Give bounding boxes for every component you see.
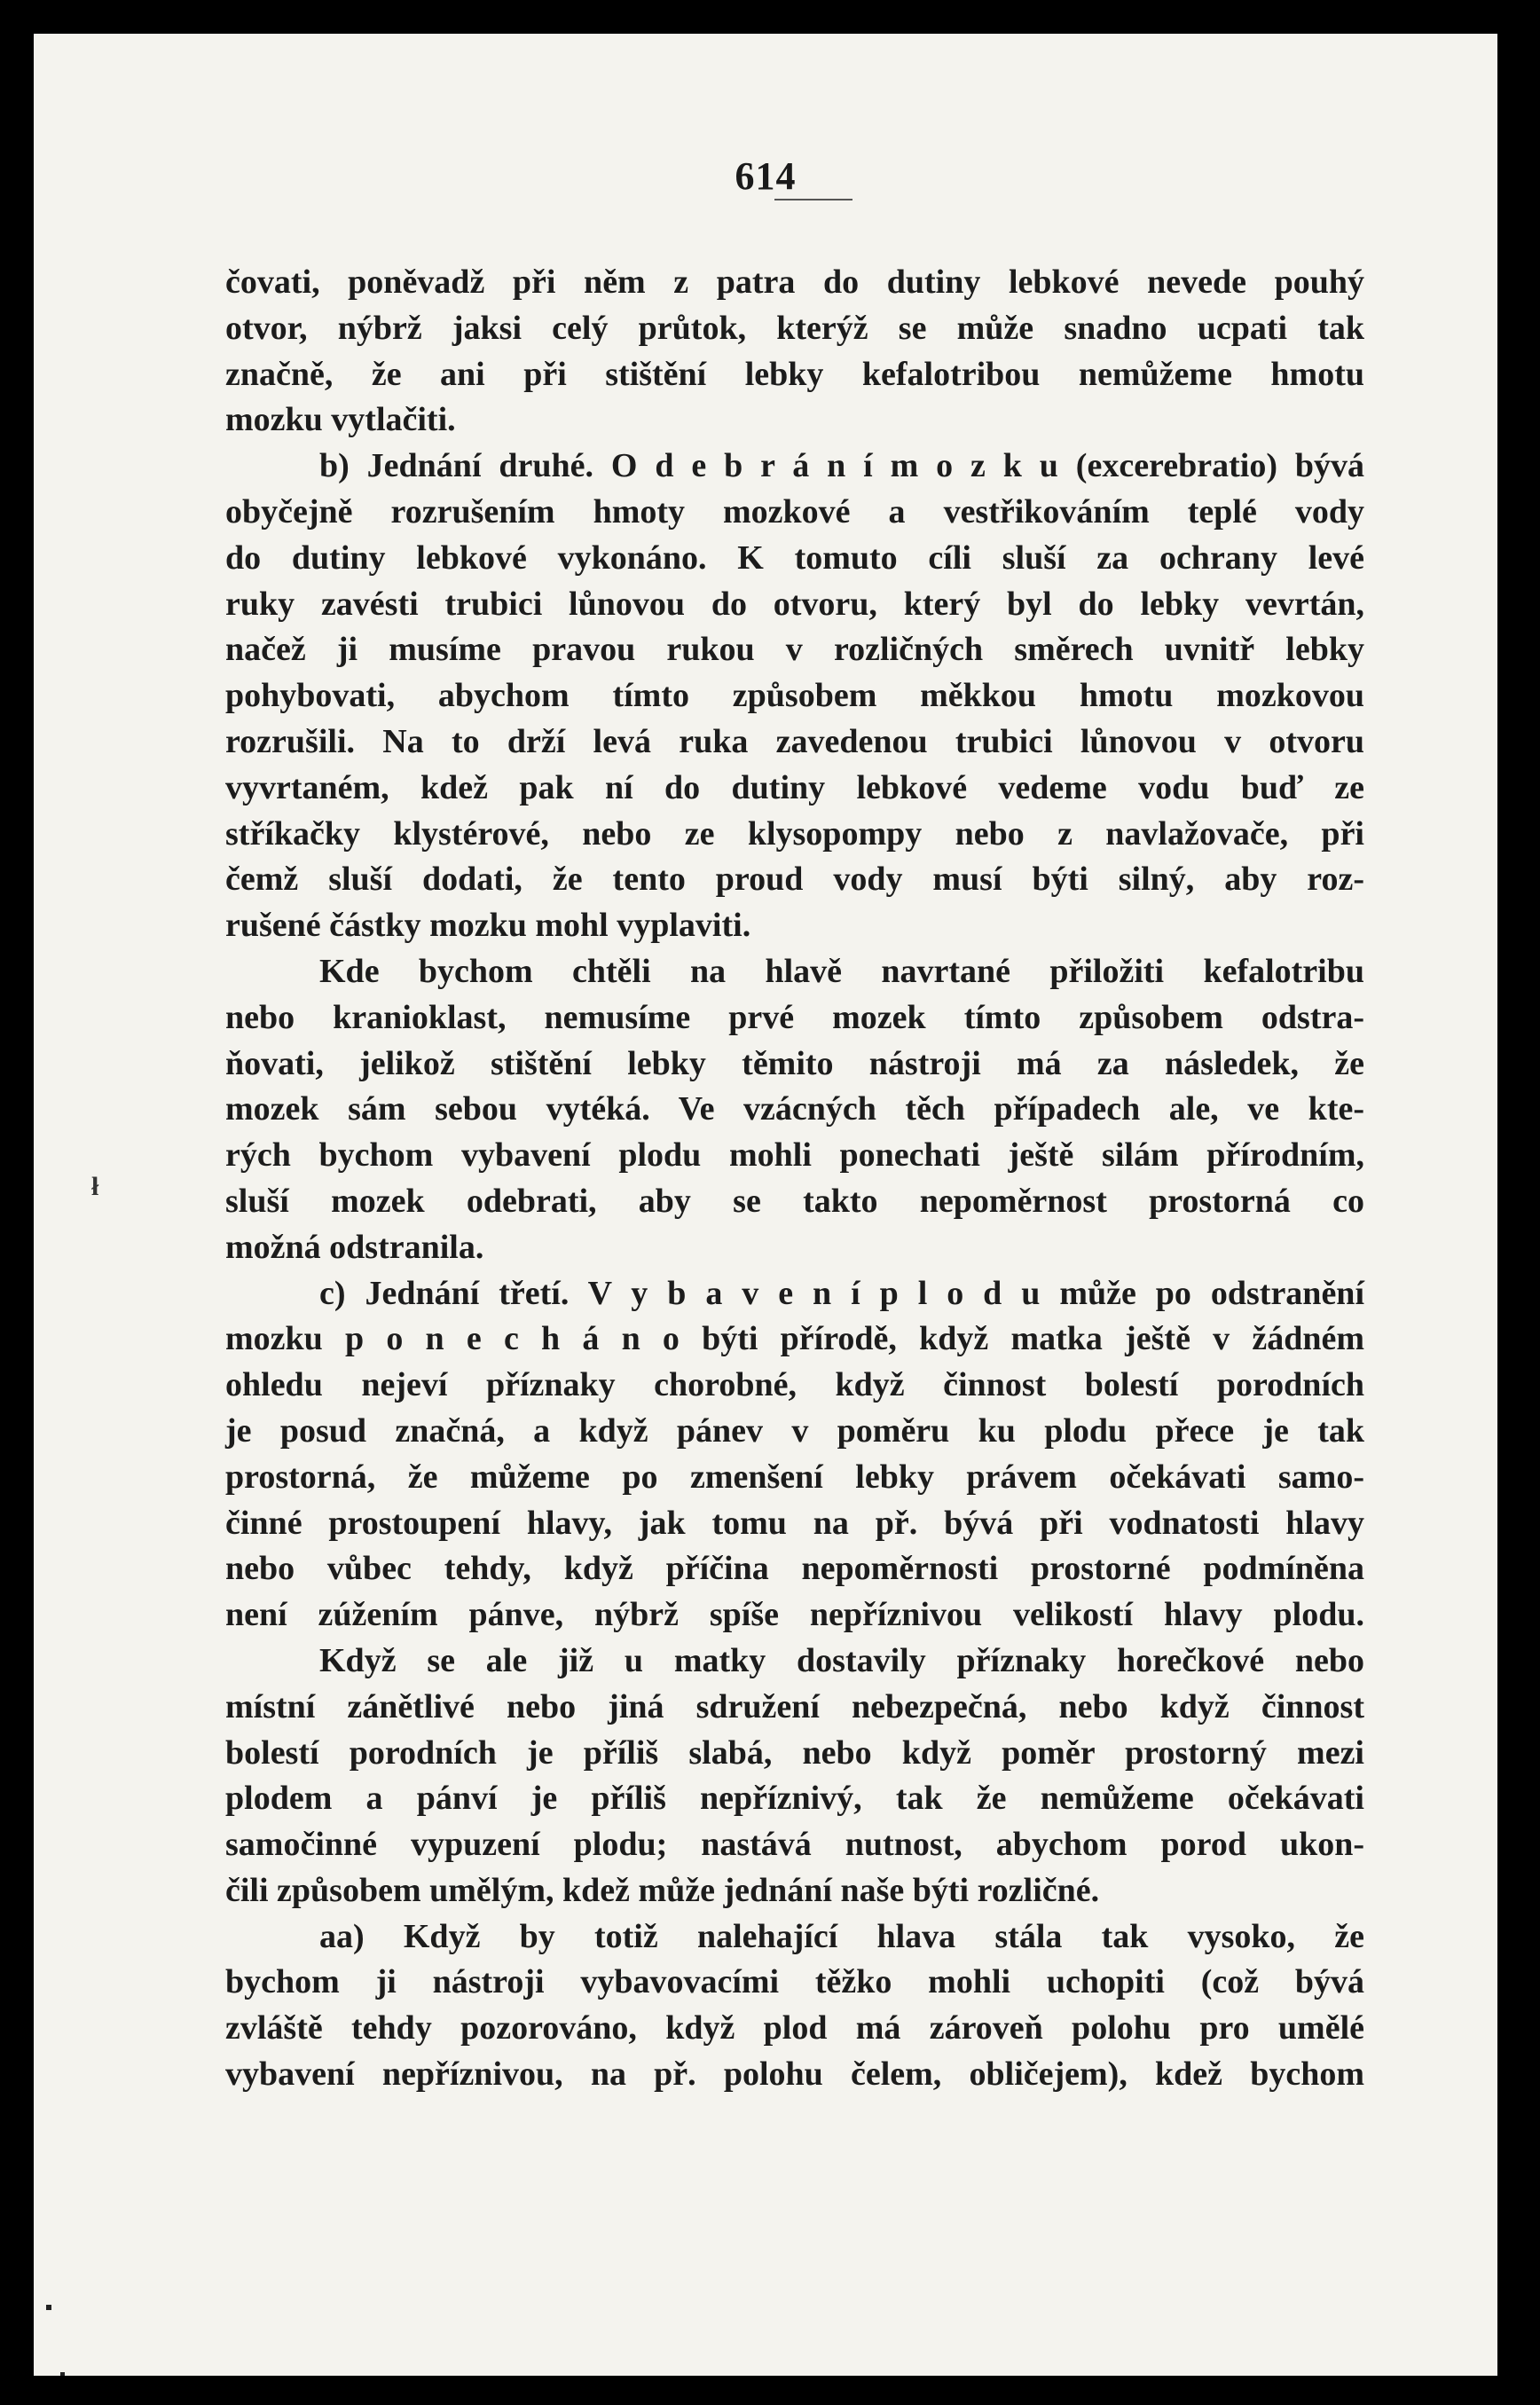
text-line: činné prostoupení hlavy, jak tomu na př. bývá při vodnatosti hlavy bbox=[225, 1504, 1364, 1542]
text-line: načež ji musíme pravou rukou v rozličných směrech uvnitř lebky bbox=[225, 631, 1364, 669]
scan-speck bbox=[60, 2372, 65, 2376]
text-line: ruky zavésti trubici lůnovou do otvoru, který byl do lebky vevrtán, bbox=[225, 585, 1364, 623]
text-line: ohledu nejeví příznaky chorobné, když činnost bolestí porodních bbox=[225, 1366, 1364, 1404]
text-line: do dutiny lebkové vykonáno. K tomuto cíli sluší za ochrany levé bbox=[225, 538, 1364, 577]
text-line: mozku vytlačiti. bbox=[225, 401, 456, 439]
text-line: čemž sluší dodati, že tento proud vody musí býti silný, aby roz- bbox=[225, 861, 1364, 899]
scan-speck bbox=[46, 2305, 51, 2310]
text-line: plodem a pánví je příliš nepříznivý, tak že nemůžeme očekávati bbox=[225, 1780, 1364, 1818]
text-line: bychom ji nástroji vybavovacími těžko mohli uchopiti (což bývá bbox=[225, 1963, 1364, 2001]
text-line: prostorná, že můžeme po zmenšení lebky právem očekávati samo- bbox=[225, 1458, 1364, 1496]
text-line: bolestí porodních je příliš slabá, nebo když poměr prostorný mezi bbox=[225, 1733, 1364, 1772]
text-line: značně, že ani při stištění lebky kefalotribou nemůžeme hmotu bbox=[225, 355, 1364, 393]
text-line: místní zánětlivé nebo jiná sdružení nebezpečná, nebo když činnost bbox=[225, 1687, 1364, 1725]
text-line: čovati, poněvadž při něm z patra do dutiny lebkové nevede pouhý bbox=[225, 263, 1364, 301]
text-line: vybavení nepříznivou, na př. polohu čelem, obličejem), kdež bychom bbox=[225, 2055, 1364, 2094]
book-page bbox=[34, 34, 1497, 2376]
text-line: není zúžením pánve, nýbrž spíše nepříznivou velikostí hlavy plodu. bbox=[225, 1596, 1364, 1634]
text-line: možná odstranila. bbox=[225, 1228, 484, 1266]
text-line: nebo kranioklast, nemusíme prvé mozek tímto způsobem odstra- bbox=[225, 998, 1364, 1036]
text-line: pohybovati, abychom tímto způsobem měkkou hmotu mozkovou bbox=[225, 677, 1364, 715]
text-line: obyčejně rozrušením hmoty mozkové a vestřikováním teplé vody bbox=[225, 492, 1364, 531]
text-line: ňovati, jelikož stištění lebky těmito nástroji má za následek, že bbox=[225, 1044, 1364, 1082]
text-line: vyvrtaném, kdež pak ní do dutiny lebkové vedeme vodu buď ze bbox=[225, 768, 1364, 806]
text-line: rých bychom vybavení plodu mohli ponechati ještě silám přírodním, bbox=[225, 1136, 1364, 1175]
text-line: nebo vůbec tehdy, když příčina nepoměrnosti prostorné podmíněna bbox=[225, 1550, 1364, 1588]
text-line: Kde bychom chtěli na hlavě navrtané přiložiti kefalotribu bbox=[319, 952, 1364, 990]
page-number: 614 bbox=[735, 154, 797, 198]
body-text bbox=[225, 260, 1364, 2098]
text-line: b) Jednání druhé. O d e b r á n í m o z k u (excerebratio) bývá bbox=[319, 447, 1364, 485]
text-line: mozek sám sebou vytéká. Ve vzácných těch případech ale, ve kte- bbox=[225, 1090, 1364, 1128]
page-number-underline bbox=[774, 199, 852, 200]
text-line: stříkačky klystérové, nebo ze klysopompy nebo z navlažovače, při bbox=[225, 814, 1364, 853]
text-line: sluší mozek odebrati, aby se takto nepoměrnost prostorná co bbox=[225, 1182, 1364, 1220]
text-line: aa) Když by totiž nalehající hlava stála tak vysoko, že bbox=[319, 1917, 1364, 1955]
text-line: c) Jednání třetí. V y b a v e n í p l o d u může po odstranění bbox=[319, 1274, 1364, 1312]
text-line: samočinné vypuzení plodu; nastává nutnost, abychom porod ukon- bbox=[225, 1826, 1364, 1864]
text-line: zvláště tehdy pozorováno, když plod má zároveň polohu pro umělé bbox=[225, 2009, 1364, 2047]
text-line: rozrušili. Na to drží levá ruka zavedenou trubici lůnovou v otvoru bbox=[225, 722, 1364, 760]
text-line: mozku p o n e c h á n o býti přírodě, když matka ještě v žádném bbox=[225, 1320, 1364, 1358]
text-line: rušené částky mozku mohl vyplaviti. bbox=[225, 907, 751, 945]
text-line: otvor, nýbrž jaksi celý průtok, kterýž se může snadno ucpati tak bbox=[225, 309, 1364, 347]
margin-mark: ł bbox=[91, 1172, 99, 1201]
text-line: čili způsobem umělým, kdež může jednání naše býti rozličné. bbox=[225, 1871, 1100, 1909]
text-line: je posud značná, a když pánev v poměru ku plodu přece je tak bbox=[225, 1411, 1364, 1450]
text-line: Když se ale již u matky dostavily příznaky horečkové nebo bbox=[319, 1641, 1364, 1679]
